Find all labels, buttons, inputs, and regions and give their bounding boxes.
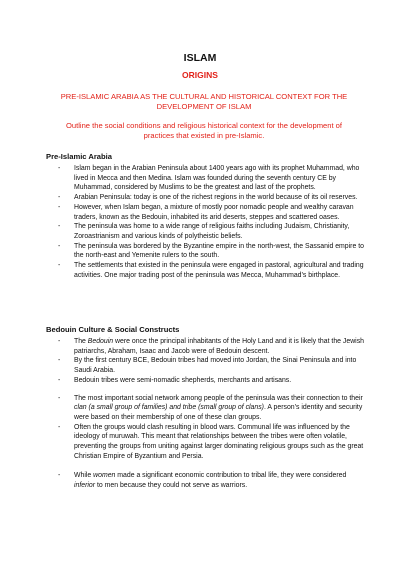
list-item: - The settlements that existed in the peninsula were engaged in pastoral, agricultural and trading activities. One major trading post of the peninsula was Mecca, Muhammad’s birthplace. — [46, 261, 366, 280]
list-item: - However, when Islam began, a mixture of mostly poor nomadic people and wealthy caravan traders, known as the Bedouin, inhabited its arid deserts, steppes and scattered oases. — [46, 203, 366, 222]
list-item: - By the first century BCE, Bedouin tribes had moved into Jordan, the Sinai Peninsula and into Saudi Arabia. — [46, 356, 366, 375]
list-item: - Arabian Peninsula: today is one of the richest regions in the world because of its oil reserves. — [46, 193, 366, 203]
page-subtitle: ORIGINS — [182, 70, 218, 80]
list-item: - The peninsula was bordered by the Byzantine empire in the north-west, the Sassanid empire to the north-east and Yemenite rulers to the south. — [46, 242, 366, 261]
section-heading: Bedouin Culture & Social Constructs — [46, 325, 180, 334]
list-item: - Often the groups would clash resulting in blood wars. Communal life was influenced by the ideology of muruwah. This meant that relationships between the tribes were often volatile, preventing the groups from uniting against larger dominating religious groups such as the great Christian Empire of Byzantium and Persia. — [46, 423, 366, 462]
outline-prompt: Outline the social conditions and religious historical context for the development of practices that existed in pre-Islamic. — [65, 121, 343, 140]
list-item: - Bedouin tribes were semi-nomadic shepherds, merchants and artisans. — [46, 376, 366, 386]
list-item: - The peninsula was home to a wide range of religious faiths including Judaism, Christianity, Zoroastrianism and various kinds of polytheistic beliefs. — [46, 222, 366, 241]
bullet-list — [46, 337, 366, 491]
list-item: - The Bedouin were once the principal inhabitants of the Holy Land and it is likely that the Jewish patriarchs, Abraham, Isaac and Jacob were of Bedouin descent. — [46, 337, 366, 356]
list-item: - Islam began in the Arabian Peninsula about 1400 years ago with its prophet Muhammad, who lived in Mecca and then Medina. Islam was founded during the seventh century CE by Muhammad, considered by Muslims to be the greatest and last of the prophets. — [46, 164, 366, 193]
list-item: - The most important social network among people of the peninsula was their connection to their clan (a small group of families) and tribe (small group of clans). A person’s identity and security were based on their membership of one of these clan groups. — [46, 394, 366, 423]
page-title: ISLAM — [183, 52, 217, 64]
section-heading: Pre-Islamic Arabia — [46, 152, 112, 161]
context-heading: PRE-ISLAMIC ARABIA AS THE CULTURAL AND HISTORICAL CONTEXT FOR THE DEVELOPMENT OF ISLAM — [60, 92, 348, 111]
section-bedouin-culture — [46, 325, 366, 491]
list-item: - While women made a significant economic contribution to tribal life, they were considered inferior to men because they could not serve as warriors. — [46, 471, 366, 490]
section-pre-islamic-arabia — [46, 152, 366, 280]
bullet-list — [46, 164, 366, 280]
